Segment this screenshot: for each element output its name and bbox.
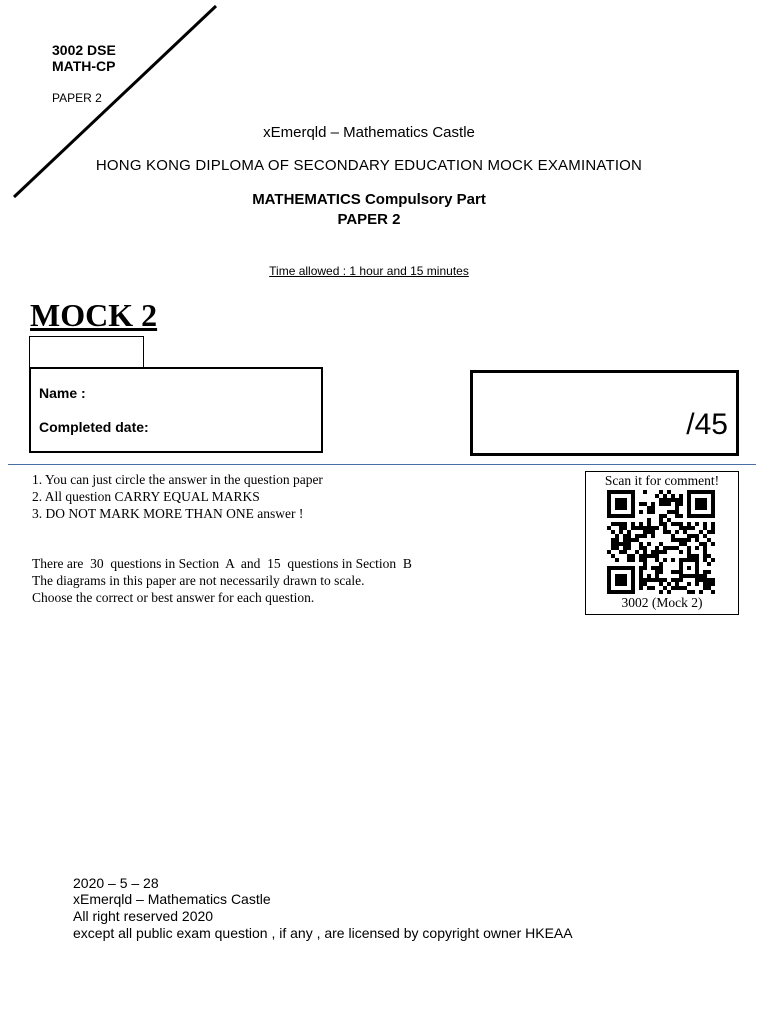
qr-title: Scan it for comment! bbox=[604, 473, 720, 488]
instruction-item: 3. DO NOT MARK MORE THAN ONE answer ! bbox=[32, 506, 304, 521]
note-item: Choose the correct or best answer for each question. bbox=[32, 590, 315, 605]
footer-license: except all public exam question , if any , are licensed by copyright owner HKEAA bbox=[73, 925, 573, 941]
paper-title: PAPER 2 bbox=[337, 211, 401, 228]
score-total: /45 bbox=[686, 408, 728, 441]
student-info-box bbox=[29, 367, 323, 453]
footer-date: 2020 – 5 – 28 bbox=[73, 875, 159, 891]
subject-title: MATHEMATICS Compulsory Part bbox=[252, 191, 486, 208]
completed-date-label: Completed date: bbox=[39, 419, 149, 435]
note-item: The diagrams in this paper are not necessarily drawn to scale. bbox=[32, 573, 365, 588]
exam-title: HONG KONG DIPLOMA OF SECONDARY EDUCATION MOCK EXAMINATION bbox=[95, 157, 643, 174]
student-box-tab bbox=[29, 336, 144, 367]
instruction-item: 2. All question CARRY EQUAL MARKS bbox=[32, 489, 260, 504]
qr-caption: 3002 (Mock 2) bbox=[621, 595, 703, 610]
subject-code: MATH-CP bbox=[52, 58, 116, 74]
time-allowed: Time allowed : 1 hour and 15 minutes bbox=[269, 264, 469, 278]
mock-title: MOCK 2 bbox=[30, 297, 158, 333]
section-divider bbox=[8, 464, 756, 465]
qr-code-icon[interactable] bbox=[607, 490, 715, 594]
footer-organization: xEmerqld – Mathematics Castle bbox=[73, 891, 271, 907]
name-label: Name : bbox=[39, 385, 86, 401]
note-item: There are 30 questions in Section A and 15 questions in Section B bbox=[32, 556, 412, 571]
footer-rights: All right reserved 2020 bbox=[73, 908, 214, 924]
paper-code: 3002 DSE bbox=[52, 42, 116, 58]
organization-name: xEmerqld – Mathematics Castle bbox=[263, 124, 475, 141]
instruction-item: 1. You can just circle the answer in the question paper bbox=[32, 472, 323, 487]
paper-label: PAPER 2 bbox=[52, 91, 102, 105]
